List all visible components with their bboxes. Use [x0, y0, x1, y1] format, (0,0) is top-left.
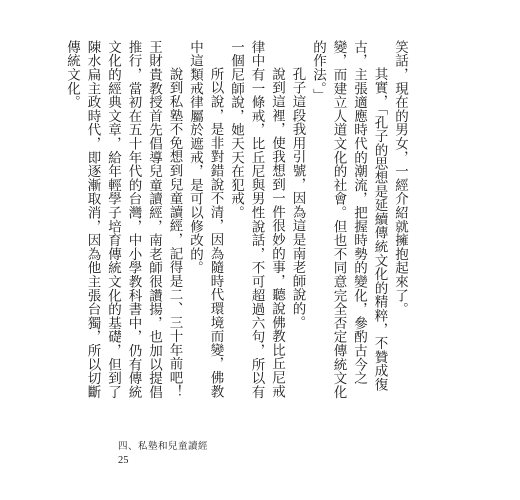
- paragraph-2: 其實，「孔子的思想是延續傳統文化的精粹，不贊成復古，主張適應時代的潮流，把握時勢的變化，參酌古今之變，而建立人道文化的社會。但也不同意完全否定傳統文化的作法。」: [310, 40, 388, 399]
- paragraph-3: 孔子這段我用引號，因為這是南老師說的。: [289, 67, 306, 330]
- paragraph-4: 說到這裡，使我想到一件很妙的事，聽說佛教比丘尼戒律中有一條戒，比丘尼與男性說話，不可超過六句，所以有一個尼師說，她天天在犯戒。: [228, 40, 285, 399]
- paragraph-1: 笑話，現在的男女，一經介紹就擁抱起來了。: [392, 40, 408, 316]
- chapter-title: 四、私塾和兒童讀經: [118, 441, 209, 452]
- body-text: [64, 40, 410, 400]
- page-footer: [118, 440, 208, 468]
- paragraph-5: 所以說，是非對錯說不清，因為隨時代環境而變，佛教中這類戒律屬於遮戒，是可以修改的。: [187, 40, 224, 399]
- page-number: 25: [118, 455, 129, 466]
- paragraph-6: 說到私塾不免想到兒童讀經，記得是二、三十年前吧！王財貴教授首先倡導兒童讀經，南老師很讚揚，也加以提倡推行，當初在五十年代的台灣，中小學教科書中，仍有傳統文化的經典文章，給年輕學子培育傳統文化的基礎，但到了陳水扁主政時代，即逐漸取消，因為他主張台獨，所以切斷傳統文化。: [64, 40, 183, 399]
